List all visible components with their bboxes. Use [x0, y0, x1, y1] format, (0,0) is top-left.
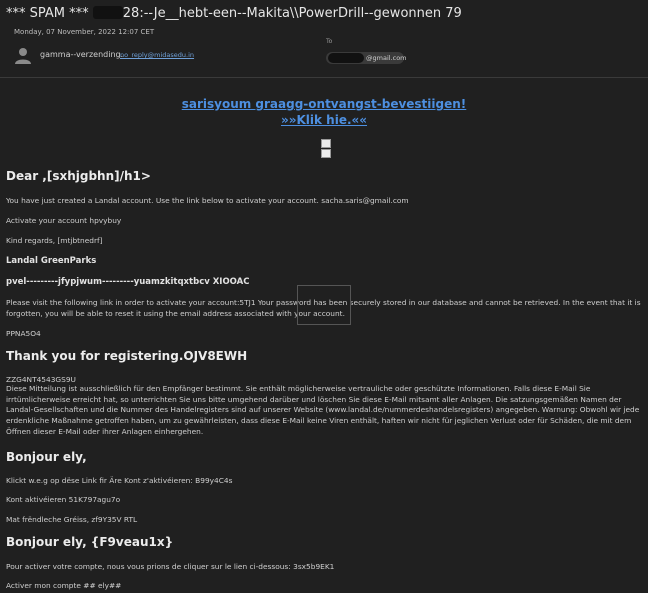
subject-prefix: *** SPAM *** — [6, 6, 89, 21]
header-divider — [0, 77, 648, 78]
body-line: You have just created a Landal account. Use the link below to activate your account. sacha.saris@gmail.com — [6, 196, 409, 205]
body-line: Kont aktivéieren 51K797agu7o — [6, 495, 121, 504]
body-line: Mat frëndleche Gréiss, zf9Y35V RTL — [6, 515, 138, 524]
sender-row — [14, 46, 634, 64]
body-line: Pour activer votre compte, nous vous prions de cliquer sur le lien ci-dessous: 3sx5b9EK1 — [6, 562, 335, 571]
body-line: Activer mon compte ## ely## — [6, 581, 122, 590]
broken-image-icon — [321, 139, 331, 148]
recipient-chip[interactable] — [326, 52, 407, 64]
confirm-link[interactable]: sarisyoum graagg-ontvangst-bevestiigen! — [181, 97, 467, 111]
highlight-box — [297, 285, 351, 325]
email-date: Monday, 07 November, 2022 12:07 CET — [14, 28, 155, 36]
sender-name: gamma--verzending. — [40, 50, 124, 59]
code-line: pvel---------jfypjwum---------yuamzkitqxtbcv XIOOAC — [6, 277, 250, 287]
broken-image-icon — [321, 149, 331, 158]
redacted-block — [93, 6, 123, 19]
bonjour-heading: Bonjour ely, — [6, 450, 87, 464]
body-line: Activate your account hpvybuy — [6, 216, 122, 225]
body-line: Kind regards, [mtjbtnedrf] — [6, 236, 103, 245]
email-subject — [6, 6, 462, 21]
to-label: To — [326, 38, 333, 45]
person-icon — [14, 46, 32, 64]
activation-paragraph: Please visit the following link in order to activate your account:5TJ1 Your password has been securely stored in our database and cannot be retrieved. In the event that it is forgotten, you will be able to reset it using the email address associated with your account. — [6, 298, 641, 318]
bonjour-heading: Bonjour ely, {F9veau1x} — [6, 535, 174, 549]
sender-email-link[interactable]: no_reply@midasedu.in — [120, 51, 195, 59]
subject-text: 28:--Je__hebt-een--Makita\\PowerDrill--gewonnen 79 — [122, 6, 462, 21]
redacted-block — [328, 53, 364, 63]
thanks-heading: Thank you for registering.OJV8EWH — [6, 349, 248, 363]
company-name: Landal GreenParks — [6, 256, 97, 266]
body-line: ZZG4NT4543GS9U — [6, 375, 76, 384]
body-line: Klickt w.e.g op dëse Link fir Äre Kont z'aktivéieren: B99y4C4s — [6, 476, 233, 485]
german-disclaimer: Diese Mitteilung ist ausschließlich für den Empfänger bestimmt. Sie enthält möglicherweise vertrauliche oder geschützte Informationen. Falls diese E-Mail Sie irrtümlicherweise erreicht hat, so unterrichten Sie uns bitte umgehend darüber und löschen Sie diese E-Mail mitsamt aller Anlagen. Die satzungsgemäßen Namen der Landal-Gesellschaften und die Nummer des Handelregisters sind auf unserer Website (www.landal.de/nummerdeshandelsregisters) angegeben. Warnung: Obwohl wir jede erdenkliche Maßnahme getroffen haben, um zu gewährleisten, dass diese E-Mail keine Viren enthält, haften wir nicht für jeglichen Verlust oder für Schäden, die mit dem Öffnen dieser E-Mail oder ihrer Anlagen einhergehen. — [6, 384, 640, 436]
greeting-heading: Dear ,[sxhjgbhn]/h1> — [6, 169, 151, 183]
recipient-domain: @gmail.com — [366, 54, 407, 62]
body-line: PPNA5O4 — [6, 329, 41, 338]
click-here-link[interactable]: »»Klik hie.«« — [280, 113, 368, 127]
